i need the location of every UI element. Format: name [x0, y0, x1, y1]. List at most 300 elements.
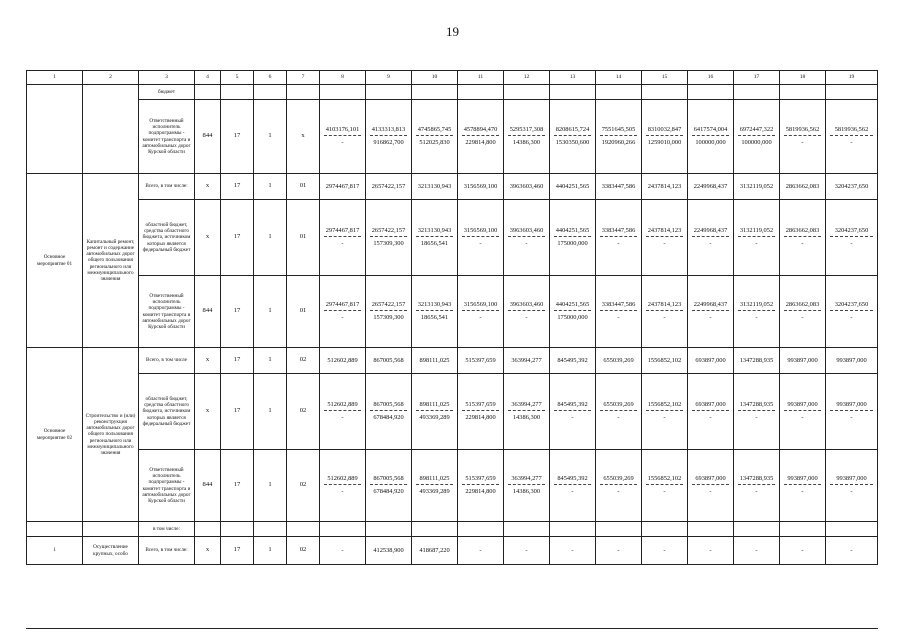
total-amount: 3204237,650: [830, 301, 873, 311]
budget-value-cell: [412, 85, 458, 100]
federal-amount: 229814,800: [465, 488, 496, 495]
total-amount: 2437814,123: [646, 227, 683, 237]
program-code: 17: [221, 537, 254, 565]
grbs-code: x: [195, 348, 221, 374]
federal-amount: -: [663, 414, 666, 421]
column-number: 2: [83, 71, 139, 85]
federal-amount: -: [709, 488, 712, 495]
budget-value-cell: [688, 537, 734, 565]
column-number: 9: [366, 71, 412, 85]
total-amount: 655039,269: [603, 356, 634, 364]
budget-value-cell: [642, 374, 688, 450]
event-code: 02: [287, 374, 320, 450]
column-number: 11: [458, 71, 504, 85]
total-amount: 515397,659: [465, 356, 496, 364]
table-row: [27, 100, 878, 174]
budget-value-cell: [320, 348, 366, 374]
event-name: Строительство и (или) реконструкция автомобильных дорог общего пользования регионального или межмуниципального значения: [83, 348, 139, 522]
federal-amount: -: [617, 488, 620, 495]
federal-amount: -: [525, 240, 528, 247]
budget-value-cell: [780, 537, 826, 565]
program-code: 17: [221, 100, 254, 174]
federal-amount: -: [801, 314, 804, 321]
subprogram-code: 1: [254, 200, 287, 276]
funding-source-label: Всего, в том числе:: [139, 174, 195, 200]
column-number: 7: [287, 71, 320, 85]
total-amount: -: [801, 546, 804, 554]
column-number: 17: [734, 71, 780, 85]
federal-amount: 175000,000: [557, 314, 588, 321]
funding-source-label: Ответственный исполнитель подпрограммы - комитет транспорта и автомобильных дорог Курской области: [139, 100, 195, 174]
event-code: x: [287, 100, 320, 174]
total-amount: 898111,025: [416, 401, 453, 411]
federal-amount: 1920960,266: [601, 139, 636, 146]
total-amount: 1556852,102: [646, 401, 683, 411]
budget-value-cell: [504, 522, 550, 537]
column-number: 18: [780, 71, 826, 85]
funding-source-label: в том числе:: [139, 522, 195, 537]
event-code: 02: [287, 537, 320, 565]
budget-value-cell: [412, 348, 458, 374]
budget-value-cell: [826, 276, 878, 348]
grbs-code: [195, 85, 221, 100]
column-number: 3: [139, 71, 195, 85]
federal-amount: -: [755, 240, 758, 247]
federal-amount: 493369,289: [419, 414, 450, 421]
budget-value-cell: [826, 450, 878, 522]
subprogram-code: [254, 85, 287, 100]
budget-value-cell: [596, 100, 642, 174]
budget-value-cell: [596, 450, 642, 522]
total-amount: 993897,000: [830, 475, 873, 485]
empty-cell: [27, 85, 83, 174]
total-amount: 3963603,460: [508, 227, 545, 237]
federal-amount: -: [850, 240, 853, 247]
budget-value-cell: [458, 450, 504, 522]
federal-amount: -: [617, 240, 620, 247]
budget-value-cell: [642, 450, 688, 522]
column-number: 12: [504, 71, 550, 85]
program-code: [221, 522, 254, 537]
federal-amount: 678484,920: [373, 414, 404, 421]
federal-amount: 512025,830: [419, 139, 450, 146]
federal-amount: -: [850, 139, 853, 146]
total-amount: 8208615,724: [554, 126, 591, 136]
federal-amount: -: [663, 314, 666, 321]
total-amount: 515397,659: [462, 475, 499, 485]
column-number: 19: [826, 71, 878, 85]
program-code: 17: [221, 276, 254, 348]
budget-value-cell: [596, 522, 642, 537]
budget-value-cell: [780, 200, 826, 276]
total-amount: 3132119,052: [738, 227, 775, 237]
total-amount: 3156569,100: [463, 182, 498, 190]
total-amount: 2657422,157: [370, 301, 407, 311]
total-amount: 5819936,562: [784, 126, 821, 136]
federal-amount: -: [525, 314, 528, 321]
budget-value-cell: [366, 348, 412, 374]
empty-cell: [83, 85, 139, 174]
column-number: 5: [221, 71, 254, 85]
budget-value-cell: [550, 85, 596, 100]
total-amount: -: [617, 546, 620, 554]
budget-value-cell: [458, 200, 504, 276]
table-row: [27, 200, 878, 276]
budget-value-cell: [412, 200, 458, 276]
event-number: Основное мероприятие 01: [27, 174, 83, 348]
federal-amount: -: [341, 414, 344, 421]
total-amount: 993897,000: [784, 401, 821, 411]
federal-amount: 157309,300: [373, 314, 404, 321]
budget-value-cell: [550, 537, 596, 565]
budget-value-cell: [734, 276, 780, 348]
budget-value-cell: [734, 522, 780, 537]
budget-value-cell: [366, 100, 412, 174]
federal-amount: 14386,300: [512, 488, 541, 495]
federal-amount: -: [850, 414, 853, 421]
budget-value-cell: [688, 85, 734, 100]
budget-value-cell: [826, 200, 878, 276]
federal-amount: -: [709, 240, 712, 247]
total-amount: 845495,392: [554, 401, 591, 411]
budget-value-cell: [504, 276, 550, 348]
budget-value-cell: [642, 85, 688, 100]
total-amount: 412538,900: [373, 546, 404, 554]
federal-amount: -: [801, 488, 804, 495]
total-amount: 6972447,322: [738, 126, 775, 136]
budget-value-cell: [504, 174, 550, 200]
budget-value-cell: [826, 100, 878, 174]
federal-amount: -: [663, 240, 666, 247]
event-name: Осуществление крупных, особо: [83, 537, 139, 565]
budget-value-cell: [320, 174, 366, 200]
budget-value-cell: [458, 348, 504, 374]
total-amount: 3204237,650: [834, 182, 869, 190]
budget-value-cell: [458, 100, 504, 174]
total-amount: 898111,025: [419, 356, 450, 364]
event-number: Основное мероприятие 02: [27, 348, 83, 522]
total-amount: 4404251,565: [554, 301, 591, 311]
column-number: 15: [642, 71, 688, 85]
total-amount: 1347288,935: [739, 356, 774, 364]
table-row: [27, 522, 878, 537]
federal-amount: -: [755, 414, 758, 421]
budget-value-cell: [550, 374, 596, 450]
event-code: [287, 85, 320, 100]
budget-value-cell: [734, 450, 780, 522]
subprogram-code: 1: [254, 100, 287, 174]
federal-amount: -: [755, 488, 758, 495]
event-name: Капитальный ремонт, ремонт и содержание автомобильных дорог общего пользования регионального или межмуниципального значения: [83, 174, 139, 348]
budget-value-cell: [366, 174, 412, 200]
grbs-code: x: [195, 174, 221, 200]
grbs-code: x: [195, 374, 221, 450]
funding-source-label: Всего, в том числе: [139, 348, 195, 374]
budget-value-cell: [780, 348, 826, 374]
budget-value-cell: [826, 374, 878, 450]
funding-source-label: Ответственный исполнитель подпрограммы - комитет транспорта и автомобильных дорог Курской области: [139, 276, 195, 348]
total-amount: 512602,889: [324, 401, 361, 411]
total-amount: 3132119,052: [739, 182, 774, 190]
program-code: 17: [221, 174, 254, 200]
budget-value-cell: [596, 276, 642, 348]
funding-source-label: областной бюджет, средства областного бюджета, источником которых является федеральный бюджет: [139, 374, 195, 450]
budget-value-cell: [320, 450, 366, 522]
budget-value-cell: [320, 374, 366, 450]
grbs-code: x: [195, 200, 221, 276]
total-amount: 515397,659: [462, 401, 499, 411]
event-number: 1: [27, 537, 83, 565]
column-number: 6: [254, 71, 287, 85]
total-amount: 898111,025: [416, 475, 453, 485]
budget-value-cell: [320, 100, 366, 174]
budget-value-cell: [780, 450, 826, 522]
budget-value-cell: [412, 100, 458, 174]
total-amount: 512602,889: [324, 475, 361, 485]
total-amount: 2863662,083: [784, 227, 821, 237]
budget-value-cell: [688, 276, 734, 348]
federal-amount: -: [571, 414, 574, 421]
budget-value-cell: [550, 276, 596, 348]
total-amount: 2437814,123: [647, 182, 682, 190]
federal-amount: -: [341, 240, 344, 247]
total-amount: -: [663, 546, 666, 554]
budget-value-cell: [688, 522, 734, 537]
budget-value-cell: [458, 174, 504, 200]
total-amount: 2437814,123: [646, 301, 683, 311]
budget-table: [26, 70, 878, 565]
subprogram-code: 1: [254, 374, 287, 450]
budget-value-cell: [734, 200, 780, 276]
federal-amount: 678484,920: [373, 488, 404, 495]
total-amount: 4404251,565: [554, 227, 591, 237]
budget-value-cell: [596, 85, 642, 100]
subprogram-code: 1: [254, 276, 287, 348]
total-amount: 993897,000: [836, 356, 867, 364]
total-amount: 993897,000: [784, 475, 821, 485]
budget-value-cell: [550, 200, 596, 276]
budget-value-cell: [320, 276, 366, 348]
federal-amount: 18656,541: [420, 240, 449, 247]
federal-amount: 100000,000: [741, 139, 772, 146]
table-bottom-edge: [26, 628, 878, 629]
federal-amount: 916862,700: [373, 139, 404, 146]
total-amount: 2249968,437: [692, 227, 729, 237]
total-amount: 693897,000: [692, 475, 729, 485]
total-amount: 4133313,813: [370, 126, 407, 136]
federal-amount: -: [709, 414, 712, 421]
budget-value-cell: [688, 450, 734, 522]
federal-amount: -: [341, 314, 344, 321]
federal-amount: -: [479, 240, 482, 247]
event-code: [287, 522, 320, 537]
program-code: 17: [221, 200, 254, 276]
federal-amount: 493369,289: [419, 488, 450, 495]
budget-value-cell: [366, 450, 412, 522]
total-amount: 1556852,102: [647, 356, 682, 364]
grbs-code: x: [195, 537, 221, 565]
budget-value-cell: [412, 374, 458, 450]
total-amount: 363994,277: [508, 401, 545, 411]
total-amount: 2249968,437: [693, 182, 728, 190]
budget-value-cell: [734, 100, 780, 174]
budget-value-cell: [596, 537, 642, 565]
budget-value-cell: [826, 537, 878, 565]
total-amount: 3963603,460: [509, 182, 544, 190]
table-row: [27, 174, 878, 200]
empty-cell: [83, 522, 139, 537]
federal-amount: -: [617, 314, 620, 321]
budget-value-cell: [688, 374, 734, 450]
budget-value-cell: [458, 276, 504, 348]
budget-value-cell: [366, 374, 412, 450]
total-amount: 2249968,437: [692, 301, 729, 311]
budget-value-cell: [320, 522, 366, 537]
subprogram-code: 1: [254, 450, 287, 522]
budget-value-cell: [320, 200, 366, 276]
budget-value-cell: [596, 374, 642, 450]
total-amount: 4745865,745: [416, 126, 453, 136]
budget-value-cell: [734, 348, 780, 374]
column-number: 8: [320, 71, 366, 85]
total-amount: 6417574,004: [692, 126, 729, 136]
total-amount: 3156569,100: [462, 301, 499, 311]
total-amount: -: [341, 546, 344, 554]
budget-value-cell: [550, 348, 596, 374]
budget-value-cell: [412, 522, 458, 537]
federal-amount: -: [801, 240, 804, 247]
budget-value-cell: [642, 348, 688, 374]
budget-value-cell: [504, 200, 550, 276]
total-amount: 655039,269: [600, 401, 637, 411]
federal-amount: -: [801, 414, 804, 421]
total-amount: 8310032,847: [646, 126, 683, 136]
total-amount: 2657422,157: [371, 182, 406, 190]
budget-value-cell: [550, 174, 596, 200]
column-number: 1: [27, 71, 83, 85]
total-amount: 1556852,102: [646, 475, 683, 485]
budget-value-cell: [642, 174, 688, 200]
total-amount: 4404251,565: [555, 182, 590, 190]
total-amount: 512602,889: [327, 356, 358, 364]
budget-value-cell: [412, 276, 458, 348]
column-number: 16: [688, 71, 734, 85]
grbs-code: [195, 522, 221, 537]
federal-amount: -: [850, 488, 853, 495]
budget-value-cell: [688, 100, 734, 174]
total-amount: 3213130,943: [416, 227, 453, 237]
budget-value-cell: [458, 522, 504, 537]
total-amount: 845495,392: [557, 356, 588, 364]
budget-value-cell: [688, 200, 734, 276]
program-code: 17: [221, 348, 254, 374]
total-amount: 363994,277: [508, 475, 545, 485]
column-number: 14: [596, 71, 642, 85]
federal-amount: -: [341, 488, 344, 495]
total-amount: 2863662,083: [784, 301, 821, 311]
grbs-code: 844: [195, 450, 221, 522]
federal-amount: 1530350,600: [555, 139, 590, 146]
event-code: 01: [287, 174, 320, 200]
budget-value-cell: [458, 537, 504, 565]
funding-source-label: Ответственный исполнитель подпрограммы - комитет транспорта и автомобильных дорог Курской области: [139, 450, 195, 522]
total-amount: 363994,277: [511, 356, 542, 364]
budget-value-cell: [550, 522, 596, 537]
subprogram-code: 1: [254, 348, 287, 374]
budget-value-cell: [780, 374, 826, 450]
budget-value-cell: [642, 522, 688, 537]
subprogram-code: 1: [254, 537, 287, 565]
budget-value-cell: [642, 276, 688, 348]
budget-value-cell: [780, 522, 826, 537]
subprogram-code: [254, 522, 287, 537]
federal-amount: -: [663, 488, 666, 495]
budget-value-cell: [504, 348, 550, 374]
funding-source-label: Всего, в том числе:: [139, 537, 195, 565]
total-amount: -: [525, 546, 528, 554]
program-code: 17: [221, 450, 254, 522]
funding-source-label: бюджет: [139, 85, 195, 100]
budget-value-cell: [458, 374, 504, 450]
column-number: 13: [550, 71, 596, 85]
total-amount: 5295317,308: [508, 126, 545, 136]
federal-amount: 100000,000: [695, 139, 726, 146]
total-amount: 693897,000: [692, 401, 729, 411]
subprogram-code: 1: [254, 174, 287, 200]
total-amount: -: [755, 546, 758, 554]
table-row: [27, 537, 878, 565]
budget-value-cell: [412, 450, 458, 522]
table-row: [27, 374, 878, 450]
total-amount: 693897,000: [695, 356, 726, 364]
budget-value-cell: [550, 450, 596, 522]
budget-value-cell: [458, 85, 504, 100]
budget-value-cell: [734, 537, 780, 565]
program-code: 17: [221, 374, 254, 450]
budget-value-cell: [734, 174, 780, 200]
budget-value-cell: [412, 174, 458, 200]
funding-source-label: областной бюджет, средства областного бюджета, источником которых является федеральный бюджет: [139, 200, 195, 276]
grbs-code: 844: [195, 100, 221, 174]
total-amount: 2974467,817: [324, 227, 361, 237]
federal-amount: 229814,800: [465, 414, 496, 421]
total-amount: 655039,269: [600, 475, 637, 485]
federal-amount: 14386,300: [512, 414, 541, 421]
budget-value-cell: [320, 537, 366, 565]
table-row: [27, 348, 878, 374]
total-amount: 867005,568: [370, 475, 407, 485]
budget-value-cell: [596, 348, 642, 374]
budget-value-cell: [366, 85, 412, 100]
federal-amount: -: [709, 314, 712, 321]
budget-value-cell: [412, 537, 458, 565]
budget-value-cell: [826, 174, 878, 200]
federal-amount: 14386,300: [512, 139, 541, 146]
budget-value-cell: [826, 85, 878, 100]
budget-value-cell: [780, 174, 826, 200]
event-code: 02: [287, 450, 320, 522]
total-amount: 3213130,943: [416, 301, 453, 311]
total-amount: 3383447,586: [600, 301, 637, 311]
total-amount: 993897,000: [787, 356, 818, 364]
budget-value-cell: [366, 200, 412, 276]
budget-value-cell: [688, 174, 734, 200]
total-amount: 4103176,101: [324, 126, 361, 136]
total-amount: 2657422,157: [370, 227, 407, 237]
header-row: [27, 71, 878, 85]
page-number: 19: [446, 24, 459, 39]
budget-value-cell: [504, 100, 550, 174]
